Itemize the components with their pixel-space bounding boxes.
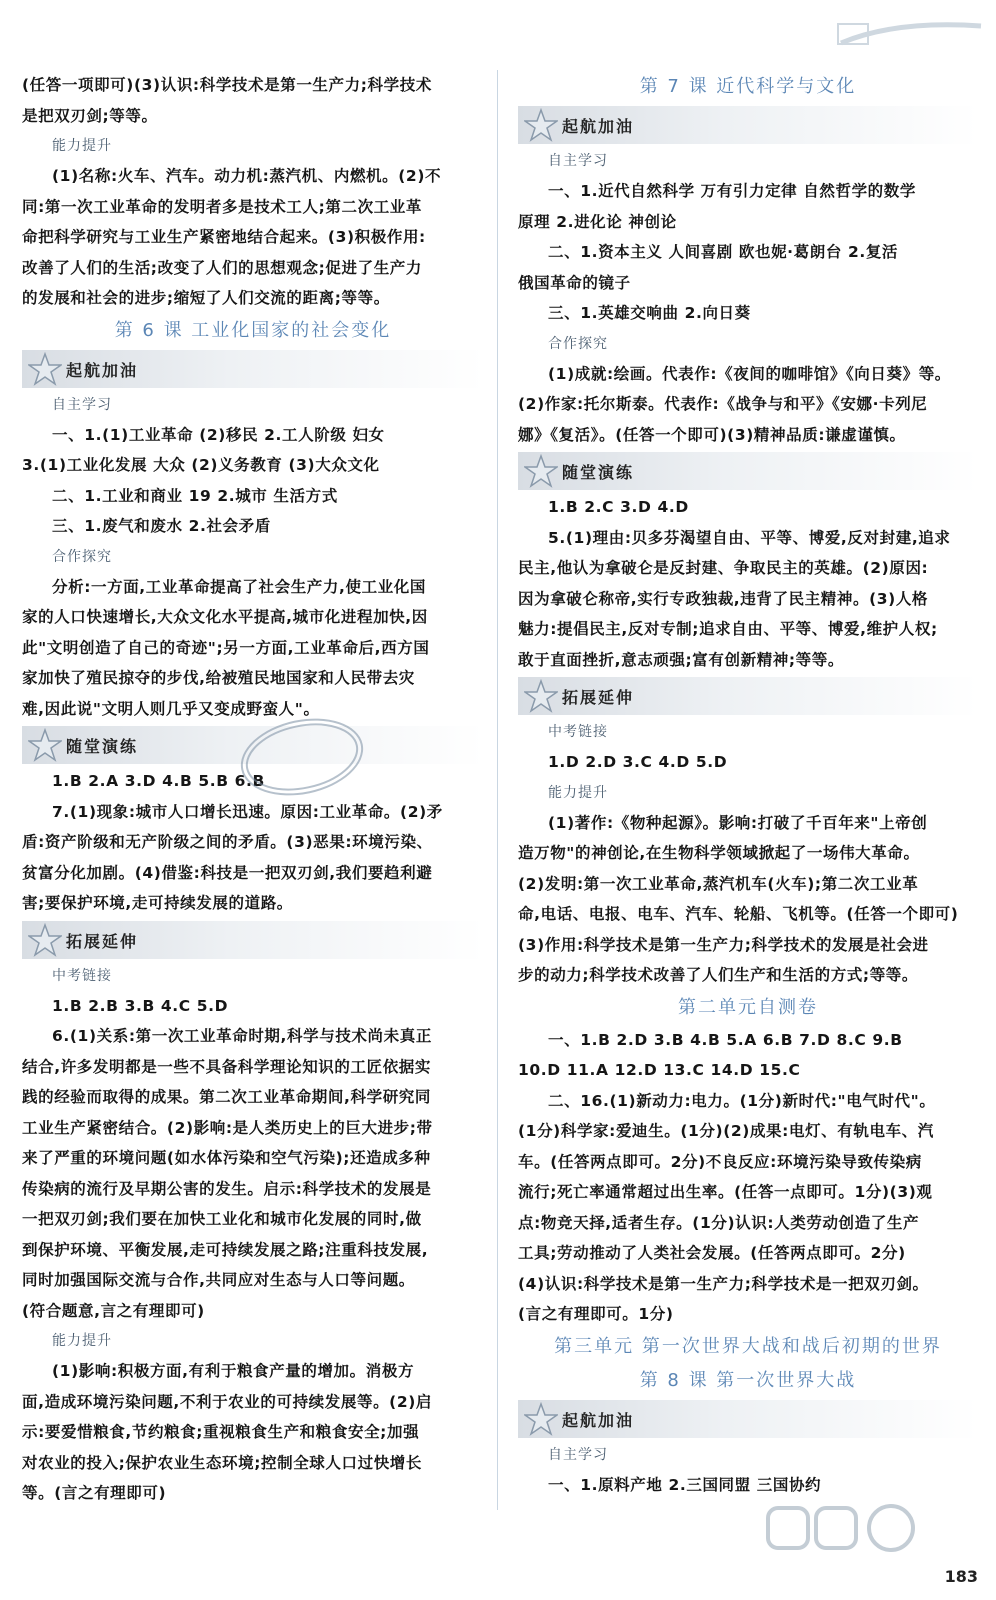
text-line: 5.(1)理由:贝多芬渴望自由、平等、博爱,反对封建,追求 bbox=[548, 528, 951, 547]
section-banner bbox=[518, 106, 978, 144]
text-line: 结合,许多发明都是一些不具备科学理论知识的工匠依据实 bbox=[22, 1057, 431, 1076]
text-line: (1)影响:积极方面,有利于粮食产量的增加。消极方 bbox=[52, 1362, 415, 1380]
text-line: 6.(1)关系:第一次工业革命时期,科学与技术尚未真正 bbox=[52, 1027, 432, 1045]
section-banner bbox=[518, 677, 978, 715]
text-line: 示:要爱惜粮食,节约粮食;重视粮食生产和粮食安全;加强 bbox=[22, 1423, 420, 1441]
text-line: 改善了人们的生活;改变了人们的思想观念;促进了生产力 bbox=[22, 258, 422, 277]
section-label: 合作探究 bbox=[52, 548, 112, 565]
text-line: (言之有理即可。1分) bbox=[518, 1305, 674, 1323]
text-line: 7.(1)现象:城市人口增长迅速。原因:工业革命。(2)矛 bbox=[52, 802, 443, 821]
text-line: 是把双刃剑;等等。 bbox=[22, 106, 158, 125]
banner-title: 拓展延伸 bbox=[562, 688, 635, 707]
text-line: 二、16.(1)新动力:电力。(1分)新时代:"电气时代"。 bbox=[548, 1091, 936, 1110]
page-corner-decoration bbox=[836, 18, 986, 48]
text-line: 一、1.(1)工业革命 (2)移民 2.工人阶级 妇女 bbox=[52, 425, 385, 444]
section-label: 中考链接 bbox=[52, 967, 112, 984]
text-line: 原理 2.进化论 神创论 bbox=[518, 212, 677, 231]
text-line: 魅力:提倡民主,反对专制;追求自由、平等、博爱,维护人权; bbox=[518, 620, 938, 638]
section-label: 能力提升 bbox=[52, 138, 112, 154]
text-line: 对农业的投入;保护农业生态环境;控制全球人口过快增长 bbox=[22, 1453, 422, 1472]
text-line: 敢于直面挫折,意志顽强;富有创新精神;等等。 bbox=[518, 650, 844, 669]
banner-title: 起航加油 bbox=[66, 360, 139, 380]
text-line: 二、1.工业和商业 19 2.城市 生活方式 bbox=[52, 486, 338, 505]
star-icon bbox=[524, 1402, 558, 1436]
text-line: 俄国革命的镜子 bbox=[518, 273, 631, 292]
section-banner bbox=[22, 921, 484, 959]
text-line: 分析:一方面,工业革命提高了社会生产力,使工业化国 bbox=[52, 577, 426, 596]
watermark-logo bbox=[766, 1500, 936, 1560]
text-line: (1)名称:火车、汽车。动力机:蒸汽机、内燃机。(2)不 bbox=[52, 167, 442, 185]
text-line: 来了严重的环境问题(如水体污染和空气污染);还造成多种 bbox=[22, 1149, 431, 1167]
text-line: 二、1.资本主义 人间喜剧 欧也妮·葛朗台 2.复活 bbox=[548, 243, 899, 261]
text-line: (1分)科学家:爱迪生。(1分)(2)成果:电灯、有轨电车、汽 bbox=[518, 1122, 934, 1140]
text-line: 10.D 11.A 12.D 13.C 14.D 15.C bbox=[518, 1061, 801, 1079]
text-line: 家加快了殖民掠夺的步伐,给被殖民地国家和人民带去灾 bbox=[22, 669, 415, 687]
section-label: 自主学习 bbox=[52, 396, 112, 413]
text-line: 点:物竞天择,适者生存。(1分)认识:人类劳动创造了生产 bbox=[518, 1213, 920, 1232]
text-line: 因为拿破仑称帝,实行专政独裁,违背了民主精神。(3)人格 bbox=[518, 589, 929, 608]
text-line: 等。(言之有理即可) bbox=[22, 1484, 167, 1502]
text-line: 害;要保护环境,走可持续发展的道路。 bbox=[22, 894, 293, 912]
text-line: 同:第一次工业革命的发明者多是技术工人;第二次工业革 bbox=[22, 197, 422, 216]
text-line: 践的经验而取得的成果。第二次工业革命期间,科学研究同 bbox=[22, 1088, 431, 1106]
banner-title: 起航加油 bbox=[562, 1410, 635, 1430]
left-column bbox=[22, 70, 484, 1509]
text-line: 娜》《复活》。(任答一个即可)(3)精神品质:谦虚谨慎。 bbox=[518, 425, 906, 444]
text-line: 面,造成环境污染问题,不利于农业的可持续发展等。(2)启 bbox=[22, 1392, 433, 1411]
section-banner bbox=[518, 1400, 978, 1438]
text-line: 一、1.原料产地 2.三国同盟 三国协约 bbox=[548, 1475, 822, 1494]
text-line: 1.B 2.C 3.D 4.D bbox=[548, 498, 689, 516]
column-divider bbox=[497, 70, 498, 1510]
unit-title: 第三单元 第一次世界大战和战后初期的世界 bbox=[554, 1335, 942, 1357]
text-line: 家的人口快速增长,大众文化水平提高,城市化进程加快,因 bbox=[22, 608, 428, 626]
banner-title: 随堂演练 bbox=[66, 737, 139, 756]
text-line: 一、1.B 2.D 3.B 4.B 5.A 6.B 7.D 8.C 9.B bbox=[548, 1030, 903, 1049]
text-line: 步的动力;科学技术改善了人们生产和生活的方式;等等。 bbox=[518, 966, 918, 984]
text-line: 一把双刃剑;我们要在加快工业化和城市化发展的同时,做 bbox=[22, 1210, 422, 1228]
text-line: (1)著作:《物种起源》。影响:打破了千百年来"上帝创 bbox=[548, 813, 928, 832]
text-line: (3)作用:科学技术是第一生产力;科学技术的发展是社会进 bbox=[518, 935, 929, 954]
text-line: (2)作家:托尔斯泰。代表作:《战争与和平》《安娜·卡列尼 bbox=[518, 395, 928, 413]
text-line: 造万物"的神创论,在生物科学领域掀起了一场伟大革命。 bbox=[518, 844, 920, 862]
star-icon bbox=[524, 454, 558, 488]
text-line: 盾:资产阶级和无产阶级之间的矛盾。(3)恶果:环境污染、 bbox=[22, 833, 433, 851]
section-label: 自主学习 bbox=[548, 1446, 608, 1463]
text-line: 贫富分化加剧。(4)借鉴:科技是一把双刃剑,我们要趋利避 bbox=[22, 863, 433, 882]
text-line: (任答一项即可)(3)认识:科学技术是第一生产力;科学技术 bbox=[22, 76, 432, 94]
text-line: (2)发明:第一次工业革命,蒸汽机车(火车);第二次工业革 bbox=[518, 874, 919, 893]
text-line: 车。(任答两点即可。2分)不良反应:环境污染导致传染病 bbox=[518, 1152, 922, 1171]
text-line: 工业生产紧密结合。(2)影响:是人类历史上的巨大进步;带 bbox=[22, 1118, 433, 1137]
lesson-title: 第 7 课 近代科学与文化 bbox=[639, 76, 857, 97]
section-banner bbox=[518, 452, 978, 490]
star-icon bbox=[28, 728, 62, 762]
text-line: 1.B 2.A 3.D 4.B 5.B 6.B bbox=[52, 772, 265, 790]
banner-title: 起航加油 bbox=[562, 117, 635, 136]
page-number: 183 bbox=[944, 1567, 978, 1586]
banner-title: 随堂演练 bbox=[562, 463, 635, 482]
section-label: 能力提升 bbox=[52, 1333, 112, 1349]
text-line: (1)成就:绘画。代表作:《夜间的咖啡馆》《向日葵》等。 bbox=[548, 364, 951, 383]
lesson-title: 第 6 课 工业化国家的社会变化 bbox=[114, 319, 392, 341]
unit-test-title: 第二单元自测卷 bbox=[678, 996, 818, 1018]
text-line: 命,电话、电报、电车、汽车、轮船、飞机等。(任答一个即可) bbox=[518, 905, 959, 923]
text-line: 传染病的流行及早期公害的发生。启示:科学技术的发展是 bbox=[22, 1179, 432, 1198]
text-line: 一、1.近代自然科学 万有引力定律 自然哲学的数学 bbox=[548, 182, 916, 200]
text-line: 同时加强国际交流与合作,共同应对生态与人口等问题。 bbox=[22, 1271, 415, 1289]
text-line: 的发展和社会的进步;缩短了人们交流的距离;等等。 bbox=[22, 289, 390, 307]
right-column bbox=[518, 70, 978, 1500]
section-label: 能力提升 bbox=[548, 784, 608, 801]
text-line: 流行;死亡率通常超过出生率。(任答一点即可。1分)(3)观 bbox=[518, 1183, 933, 1201]
section-label: 合作探究 bbox=[548, 335, 608, 352]
text-line: 命把科学研究与工业生产紧密地结合起来。(3)积极作用: bbox=[22, 228, 426, 246]
text-line: 到保护环境、平衡发展,走可持续发展之路;注重科技发展, bbox=[22, 1240, 429, 1259]
text-line: 工具;劳动推动了人类社会发展。(任答两点即可。2分) bbox=[518, 1244, 906, 1262]
text-line: 1.B 2.B 3.B 4.C 5.D bbox=[52, 996, 229, 1015]
lesson-title: 第 8 课 第一次世界大战 bbox=[639, 1369, 857, 1391]
section-label: 中考链接 bbox=[548, 724, 608, 740]
text-line: 民主,他认为拿破仑是反封建、争取民主的英雄。(2)原因: bbox=[518, 559, 929, 577]
text-line: 三、1.英雄交响曲 2.向日葵 bbox=[548, 304, 751, 322]
star-icon bbox=[28, 352, 62, 386]
text-line: 1.D 2.D 3.C 4.D 5.D bbox=[548, 753, 728, 771]
text-line: 难,因此说"文明人则几乎又变成野蛮人"。 bbox=[22, 699, 320, 718]
text-line: 三、1.废气和废水 2.社会矛盾 bbox=[52, 517, 271, 535]
text-line: (符合题意,言之有理即可) bbox=[22, 1301, 205, 1320]
text-line: 3.(1)工业化发展 大众 (2)义务教育 (3)大众文化 bbox=[22, 456, 380, 474]
section-label: 自主学习 bbox=[548, 153, 608, 169]
banner-title: 拓展延伸 bbox=[66, 931, 139, 951]
text-line: (4)认识:科学技术是第一生产力;科学技术是一把双刃剑。 bbox=[518, 1274, 929, 1293]
star-icon bbox=[524, 679, 558, 713]
text-line: 此"文明创造了自己的奇迹";另一方面,工业革命后,西方国 bbox=[22, 638, 430, 657]
star-icon bbox=[524, 108, 558, 142]
star-icon bbox=[28, 923, 62, 957]
section-banner bbox=[22, 350, 484, 388]
